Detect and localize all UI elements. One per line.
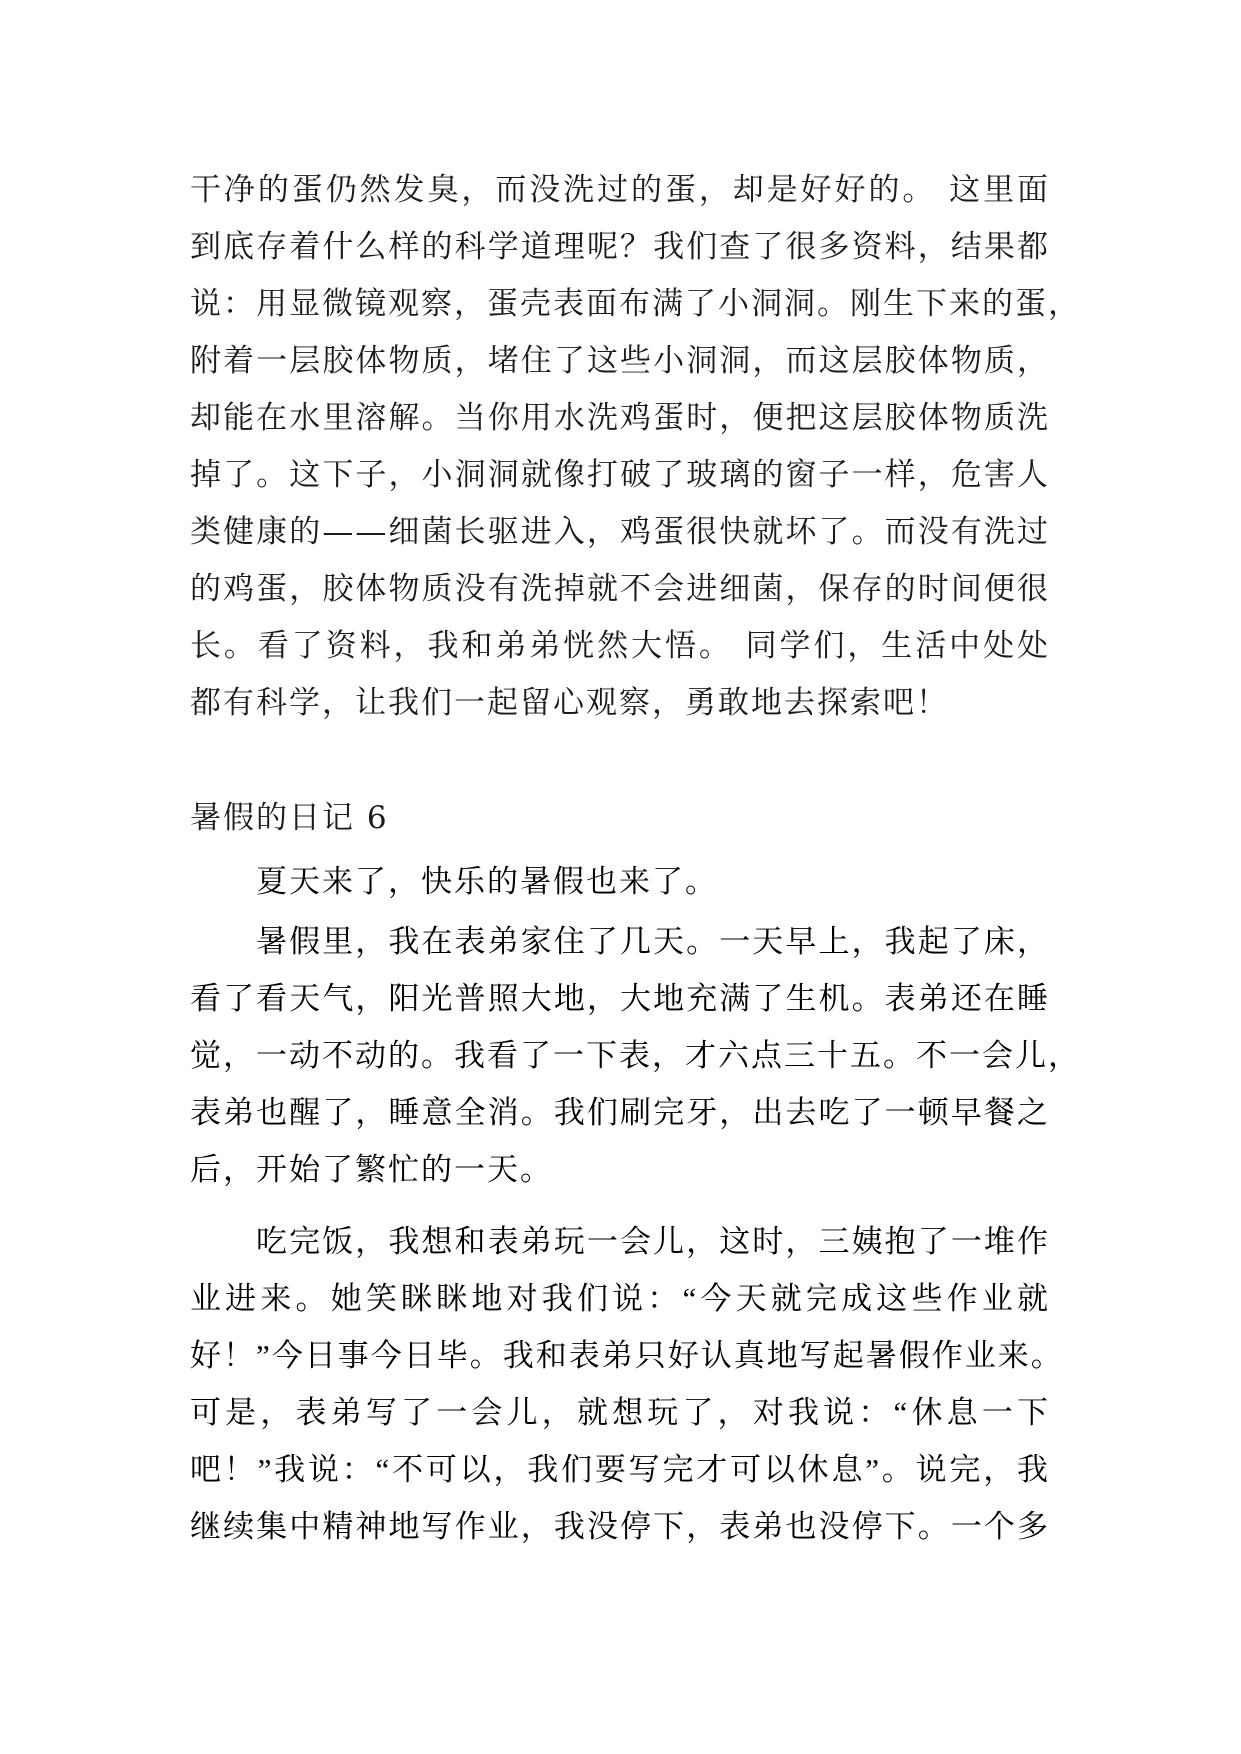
text-line: 看了看天气，阳光普照大地，大地充满了生机。表弟还在睡 [190,981,1050,1016]
text-line: 业进来。她笑眯眯地对我们说：“今天就完成这些作业就 [190,1281,1050,1316]
text-line: 继续集中精神地写作业，我没停下，表弟也没停下。一个多 [190,1509,1050,1544]
text-line: 觉，一动不动的。我看了一下表，才六点三十五。不一会儿， [190,1038,1081,1073]
text-line: 掉了。这下子，小洞洞就像打破了玻璃的窗子一样，危害人 [190,457,1050,493]
paragraph-homework [190,1213,1064,1555]
text-line: 干净的蛋仍然发臭，而没洗过的蛋，却是好好的。 这里面 [190,172,1050,208]
text-line: 到底存着什么样的科学道理呢？我们查了很多资料，结果都 [190,229,1050,265]
paragraph-morning [190,913,1081,1198]
paragraph-intro [190,853,1050,910]
text-line: 后，开始了繁忙的一天。 [190,1152,553,1187]
text-line: 都有科学，让我们一起留心观察，勇敢地去探索吧！ [190,685,949,721]
continued-paragraph [190,162,1081,732]
text-line: 暑假里，我在表弟家住了几天。一天早上，我起了床， [256,924,1050,959]
text-line: 可是，表弟写了一会儿，就想玩了，对我说：“休息一下 [190,1395,1050,1430]
text-line: 夏天来了，快乐的暑假也来了。 [256,864,718,899]
text-line: 表弟也醒了，睡意全消。我们刷完牙，出去吃了一顿早餐之 [190,1095,1050,1130]
text-line: 却能在水里溶解。当你用水洗鸡蛋时，便把这层胶体物质洗 [190,400,1050,436]
text-line: 好！”今日事今日毕。我和表弟只好认真地写起暑假作业来。 [190,1338,1064,1373]
text-line: 吃完饭，我想和表弟玩一会儿，这时，三姨抱了一堆作 [256,1224,1050,1259]
text-line: 类健康的——细菌长驱进入，鸡蛋很快就坏了。而没有洗过 [190,514,1050,550]
text-line: 吧！”我说：“不可以，我们要写完才可以休息”。说完，我 [190,1452,1050,1487]
text-line: 附着一层胶体物质，堵住了这些小洞洞，而这层胶体物质， [190,343,1050,379]
text-line: 的鸡蛋，胶体物质没有洗掉就不会进细菌，保存的时间便很 [190,571,1050,607]
entry-title: 暑假的日记 6 [190,800,389,836]
text-line: 说：用显微镜观察，蛋壳表面布满了小洞洞。刚生下来的蛋， [190,286,1081,322]
text-line: 长。看了资料，我和弟弟恍然大悟。 同学们，生活中处处 [190,628,1050,664]
